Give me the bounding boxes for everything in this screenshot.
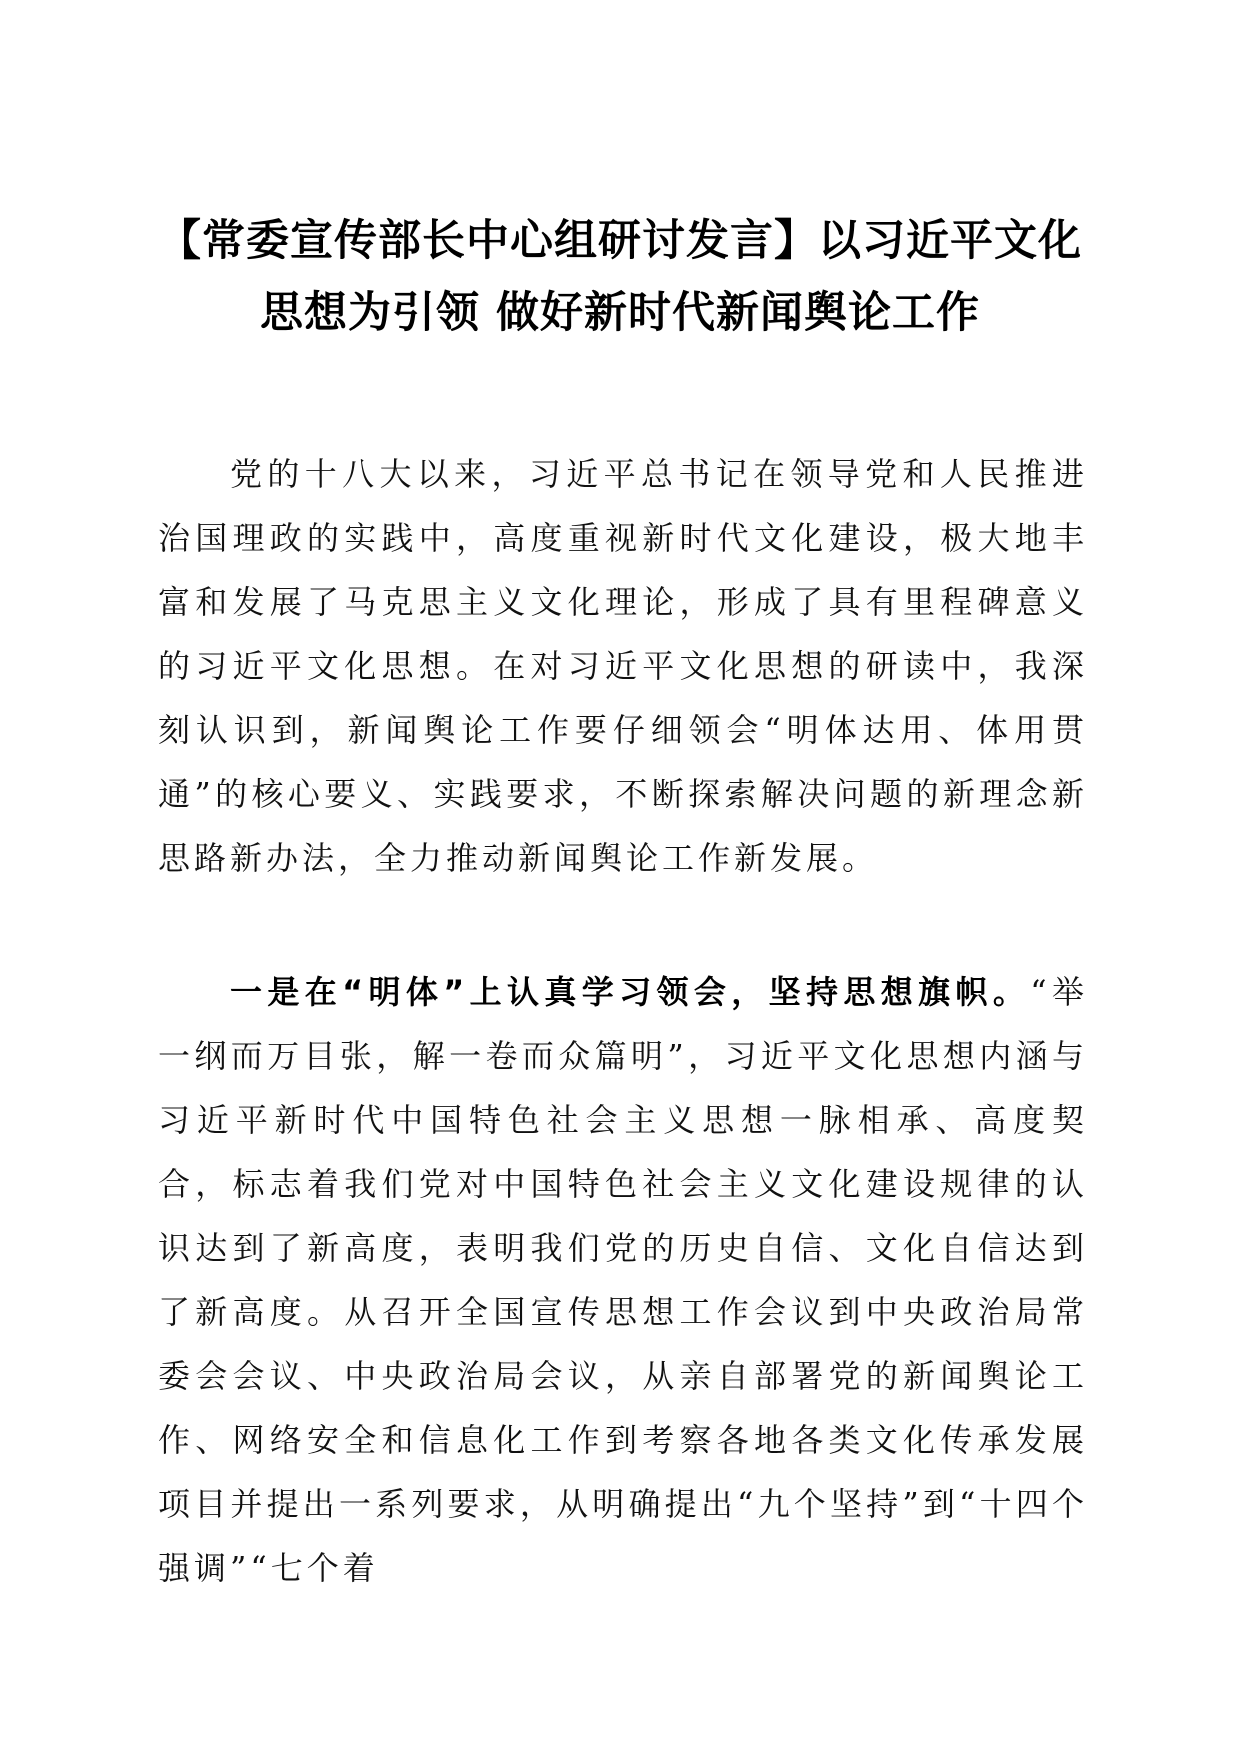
section-one-heading: 一是在“明体”上认真学习领会，坚持思想旗帜。 xyxy=(230,973,1031,1011)
paragraph-intro: 党的十八大以来，习近平总书记在领导党和人民推进治国理政的实践中，高度重视新时代文化建设，极大地丰富和发展了马克思主义文化理论，形成了具有里程碑意义的习近平文化思想。在对习近平文化思想的研读中，我深刻认识到，新闻舆论工作要仔细领会“明体达用、体用贯通”的核心要义、实践要求，不断探索解决问题的新理念新思路新办法，全力推动新闻舆论工作新发展。 xyxy=(158,455,1088,877)
document-title: 【常委宣传部长中心组研讨发言】以习近平文化思想为引领 做好新时代新闻舆论工作 xyxy=(158,216,1082,338)
paragraph-section-one xyxy=(158,960,1088,1600)
section-one-body: “举一纲而万目张，解一卷而众篇明”，习近平文化思想内涵与习近平新时代中国特色社会主义思想一脉相承、高度契合，标志着我们党对中国特色社会主义文化建设规律的认识达到了新高度，表明我们党的历史自信、文化自信达到了新高度。从召开全国宣传思想工作会议到中央政治局常委会会议、中央政治局会议，从亲自部署党的新闻舆论工作、网络安全和信息化工作到考察各地各类文化传承发展项目并提出一系列要求，从明确提出“九个坚持”到“十四个强调”“七个着 xyxy=(158,973,1088,1587)
